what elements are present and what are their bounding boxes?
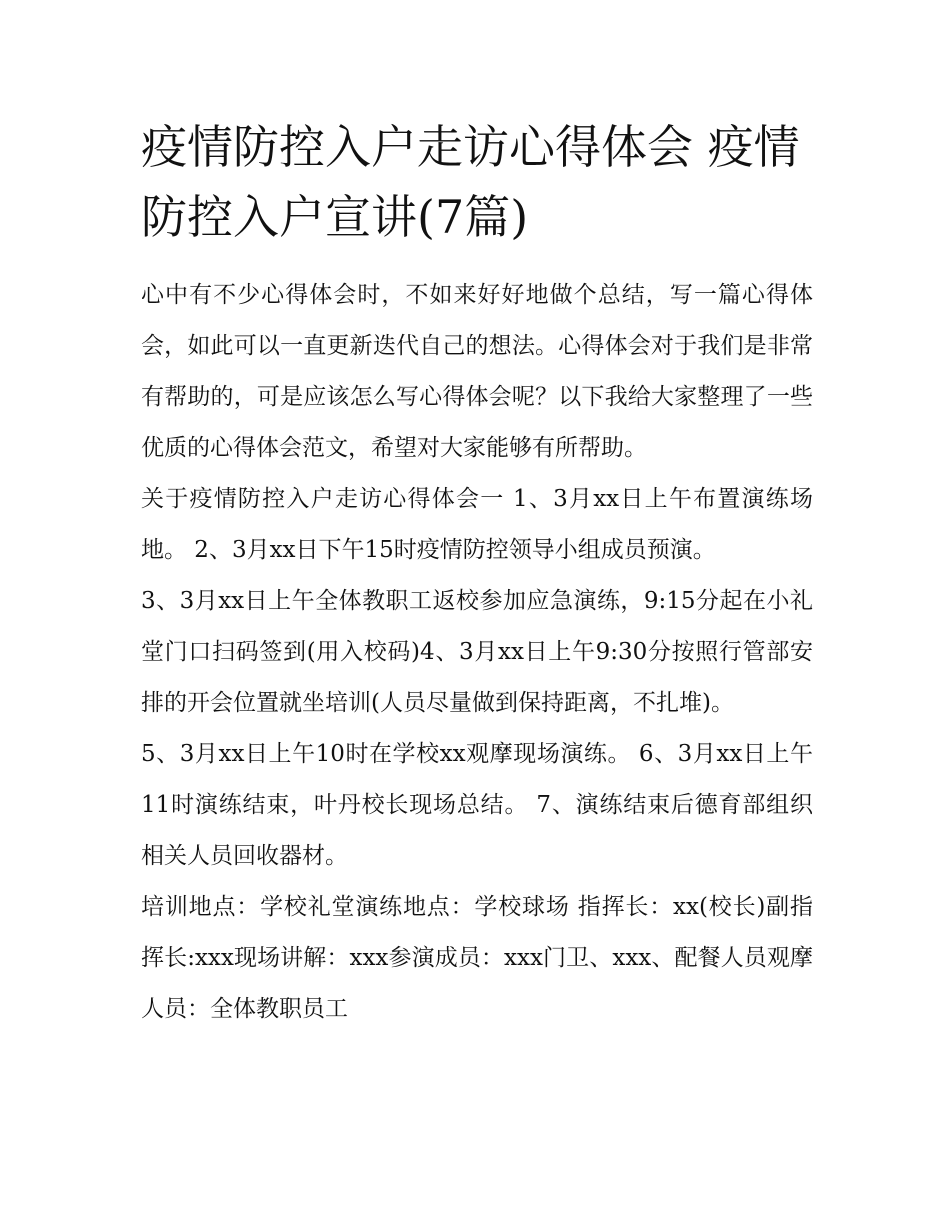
schedule-paragraph-2: 3、3月xx日上午全体教职工返校参加应急演练，9:15分起在小礼堂门口扫码签到(用入校码)4、3月xx日上午9:30分按照行管部安排的开会位置就坐培训(人员尽量做到保持距离，不扎堆)。 bbox=[141, 588, 813, 716]
document-title: 疫情防控入户走访心得体会 疫情防控入户宣讲(7篇) bbox=[141, 120, 800, 244]
roles-paragraph: 培训地点：学校礼堂演练地点：学校球场 指挥长：xx(校长)副指挥长:xxx现场讲解：xxx参演成员：xxx门卫、xxx、配餐人员观摩人员：全体教职员工 bbox=[141, 894, 813, 1022]
schedule-paragraph-3: 5、3月xx日上午10时在学校xx观摩现场演练。 6、3月xx日上午11时演练结束，叶丹校长现场总结。 7、演练结束后德育部组织相关人员回收器材。 bbox=[141, 741, 813, 869]
schedule-paragraph-1: 关于疫情防控入户走访心得体会一 1、3月xx日上午布置演练场地。 2、3月xx日下午15时疫情防控领导小组成员预演。 bbox=[141, 486, 813, 563]
intro-paragraph: 心中有不少心得体会时，不如来好好地做个总结，写一篇心得体会，如此可以一直更新迭代自己的想法。心得体会对于我们是非常有帮助的，可是应该怎么写心得体会呢？以下我给大家整理了一些优质的心得体会范文，希望对大家能够有所帮助。 bbox=[141, 282, 813, 461]
document-body bbox=[141, 112, 813, 1035]
